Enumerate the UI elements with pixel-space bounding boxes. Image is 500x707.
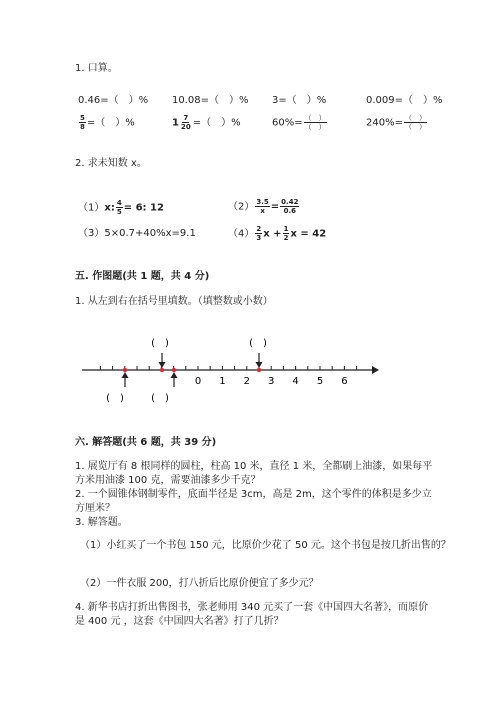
section-6-q3-2: （2）一件衣服 200，打八折后比原价便宜了多少元？ <box>80 578 319 589</box>
q2-problem-3: （3）5×0.7+40%x=9.1 <box>78 228 196 239</box>
q2-problem-2: （2） $\frac{3.5}{x}$ = $\frac{0.42}{0.6}$ <box>228 198 299 215</box>
q1-item-3: 3=（ ）% <box>272 95 327 106</box>
section-6-q3-1: （1）小红买了一个书包 150 元，比原价少花了 50 元。这个书包是按几折出售的？ <box>80 540 451 551</box>
up-arrow-icon <box>122 372 129 387</box>
q1-item-1: 0.46=（ ）% <box>78 95 149 106</box>
section-6-q2-line2: 方厘米？ <box>75 503 115 514</box>
section-6-q4-line2: 是 400 元 ，这套《中国四大名著》打了几折？ <box>75 616 284 627</box>
marked-point-4 <box>257 368 261 372</box>
number-line-figure <box>0 330 500 410</box>
answer-bracket-top-2: ( ) <box>249 338 267 349</box>
number-line-label: 2 <box>243 376 250 387</box>
section-6-title: 六. 解答题(共 6 题，共 39 分) <box>75 437 217 448</box>
q1-item-7: 60%= $\frac{( )}{( )}$ <box>272 114 326 131</box>
number-line-arrowhead <box>372 366 379 374</box>
q2-title: 2. 求未知数 x。 <box>75 158 147 169</box>
answer-bracket-bottom-2: ( ) <box>151 393 169 404</box>
fraction: $\frac{( )}{( )}$ <box>404 114 426 131</box>
section-6-q2-line1: 2. 一个圆锥体钢制零件，底面半径是 3cm，高是 2m，这个零件的体积是多少立 <box>75 489 432 500</box>
section-5-title: 五. 作图题(共 1 题，共 4 分) <box>75 271 210 282</box>
q1-item-4: 0.009=（ ）% <box>366 95 443 106</box>
up-arrow-icon <box>171 372 178 387</box>
fraction: $\frac{3.5}{x}$ <box>256 198 269 215</box>
fraction: $\frac{5}{8}$ <box>80 114 85 131</box>
q2-problem-1: （1）x: $\frac{4}{5}$ = 6: 12 <box>78 199 164 216</box>
number-line-label: 0 <box>194 376 202 387</box>
section-6-q4-line1: 4. 新华书店打折出售图书，张老师用 340 元买了一套《中国四大名著》，而原价 <box>75 602 429 613</box>
answer-bracket-top-1: ( ) <box>151 338 169 349</box>
section-6-q3: 3. 解答题。 <box>75 517 128 528</box>
section-5-q1: 1. 从左到右在括号里填数。（填整数或小数） <box>75 296 273 307</box>
marked-point-3 <box>172 368 176 372</box>
fraction: $\frac{2}{3}$ <box>256 225 262 242</box>
marked-point-1 <box>123 368 127 372</box>
q1-item-2: 10.08=（ ）% <box>172 95 249 106</box>
fraction: $\frac{7}{20}$ <box>180 114 191 131</box>
answer-bracket-bottom-1: ( ) <box>106 393 124 404</box>
q1-title: 1. 口算。 <box>75 63 118 74</box>
down-arrow-icon <box>256 353 263 368</box>
fraction: $\frac{0.42}{0.6}$ <box>281 198 299 215</box>
number-line-label: 6 <box>341 376 348 387</box>
number-line-label: 5 <box>316 376 324 387</box>
number-line-label: 4 <box>292 376 299 387</box>
q1-item-6: 1 $\frac{7}{20}$ =（ ）% <box>172 114 241 131</box>
q1-item-5: $\frac{5}{8}$ =（ ）% <box>80 114 135 131</box>
section-6-q1-line1: 1. 展览厅有 8 根同样的圆柱，柱高 10 米，直径 1 米，全都刷上油漆，如果每平 <box>75 461 433 472</box>
q1-item-8: 240%= $\frac{( )}{( )}$ <box>366 114 426 131</box>
number-line-label: 1 <box>219 376 226 387</box>
down-arrow-icon <box>159 353 166 368</box>
marked-point-2 <box>160 368 164 372</box>
section-6-q1-line2: 方米用油漆 100 克，需要油漆多少千克？ <box>75 475 261 486</box>
fraction: $\frac{( )}{( )}$ <box>304 114 326 131</box>
fraction: $\frac{1}{2}$ <box>283 225 289 242</box>
number-line-label: 3 <box>268 376 275 387</box>
q2-problem-4: （4） $\frac{2}{3}$ x + $\frac{1}{2}$ x = 42 <box>228 225 327 242</box>
fraction: $\frac{4}{5}$ <box>116 199 122 216</box>
